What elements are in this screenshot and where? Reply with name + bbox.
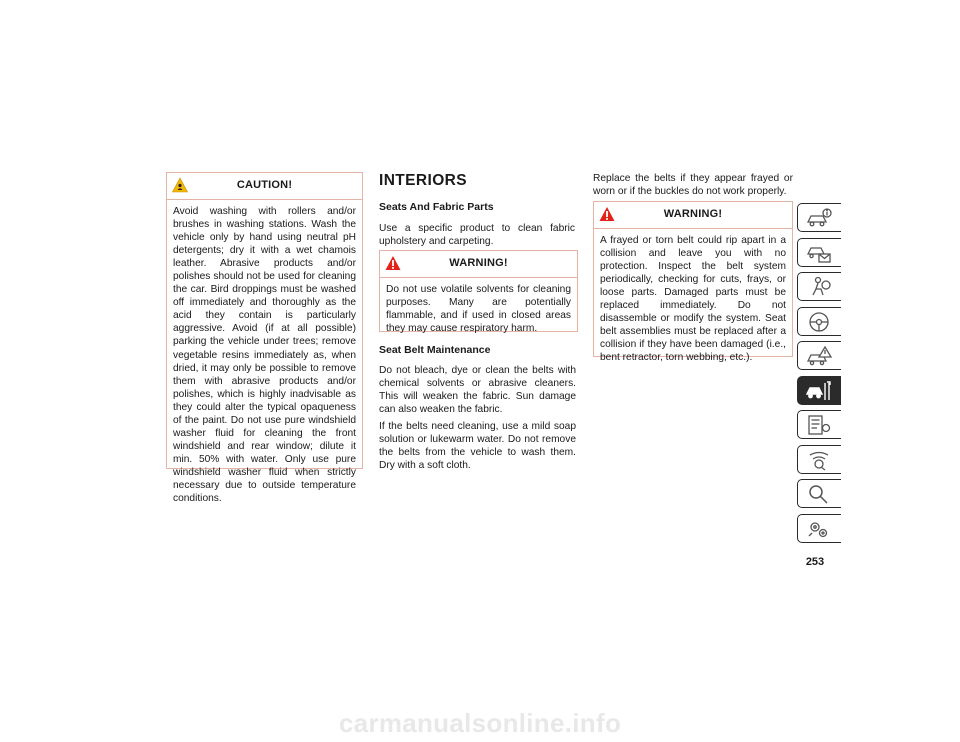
warning-header-belts bbox=[594, 202, 792, 229]
car-warning-icon bbox=[806, 345, 832, 367]
warning-box-solvents bbox=[379, 250, 578, 335]
car-info-icon bbox=[806, 207, 832, 229]
belt-text-2: If the belts need cleaning, use a mild soap solution or lukewarm water. Do not remove the belts from the vehicle to wash them. Dry with a soft cloth. bbox=[379, 421, 576, 471]
seats-text: Use a specific product to clean fabric upholstery and carpeting. bbox=[379, 223, 575, 247]
tab-car-mail[interactable] bbox=[797, 238, 841, 267]
tab-car-info[interactable] bbox=[797, 203, 841, 232]
airbag-person-icon bbox=[806, 276, 832, 298]
belt-replace-text: Replace the belts if they appear frayed or worn or if the buckles do not work properly. bbox=[593, 173, 793, 197]
caution-header bbox=[167, 173, 362, 200]
tab-steering-wheel[interactable] bbox=[797, 307, 841, 336]
caution-title: CAUTION! bbox=[236, 179, 293, 191]
steering-wheel-icon bbox=[806, 311, 832, 333]
tab-multimedia[interactable] bbox=[797, 445, 841, 474]
multimedia-icon bbox=[806, 449, 832, 471]
tab-car-warning[interactable] bbox=[797, 341, 841, 370]
caution-box bbox=[166, 172, 363, 505]
belt-heading: Seat Belt Maintenance bbox=[379, 344, 491, 356]
car-mail-icon bbox=[806, 242, 832, 264]
warning-title-belts: WARNING! bbox=[663, 208, 723, 220]
section-title: INTERIORS bbox=[379, 172, 467, 189]
warning-body-belts: A frayed or torn belt could rip apart in a collision and leave you with no protection. Inspect the belt system periodically, checking for cuts, frays, or loose parts. Damaged parts must be replaced immediately. Do not disassemble or modify the system. Seat belt assemblies must be replaced after a collision if they have been damaged (i.e., bent retractor, torn webbing, etc.). bbox=[600, 235, 786, 364]
warning-title-solvents: WARNING! bbox=[449, 257, 508, 269]
watermark: carmanualsonline.info bbox=[338, 708, 622, 738]
search-magnifier-icon bbox=[806, 483, 832, 505]
warning-body-solvents: Do not use volatile solvents for cleaning purposes. Many are potentially flammable, and if used in closed areas they may cause respiratory harm. bbox=[386, 284, 571, 335]
tab-index[interactable] bbox=[797, 514, 841, 543]
specifications-list-icon bbox=[806, 414, 832, 436]
tab-specifications[interactable] bbox=[797, 410, 841, 439]
belt-text-1: Do not bleach, dye or clean the belts with chemical solvents or abrasive cleaners. This will weaken the fabric. Sun damage can also weaken the fabric. bbox=[379, 365, 576, 415]
tab-car-service[interactable] bbox=[797, 376, 841, 405]
tab-airbag-person[interactable] bbox=[797, 272, 841, 301]
car-service-tools-icon bbox=[806, 380, 832, 402]
caution-body: Avoid washing with rollers and/or brushes in washing stations. Wash the vehicle only by hand using neutral pH detergents; dry it with a wet chamois leather. Abrasive products and/or polishes should not be used for cleaning the car. Bird droppings must be washed off immediately and thoroughly as the acid they contain is particularly aggressive. Avoid (if at all possible) parking the vehicle under trees; remove vegetable resins immediately as, when dried, it may only be possible to remove them with abrasive products and/or polishes, which is highly inadvisable as they could alter the typical opaqueness of the paint. Do not use pure windshield washer fluid for cleaning the front windshield and rear window; dilute it min. 50% with water. Only use pure windshield washer fluid when strictly necessary due to outside temperature conditions. bbox=[173, 206, 356, 505]
page-number: 253 bbox=[805, 556, 825, 568]
warning-header-solvents bbox=[380, 251, 577, 278]
tab-search[interactable] bbox=[797, 479, 841, 508]
seats-heading: Seats And Fabric Parts bbox=[379, 201, 494, 213]
index-gears-icon bbox=[806, 518, 832, 540]
warning-box-belts bbox=[593, 201, 793, 364]
